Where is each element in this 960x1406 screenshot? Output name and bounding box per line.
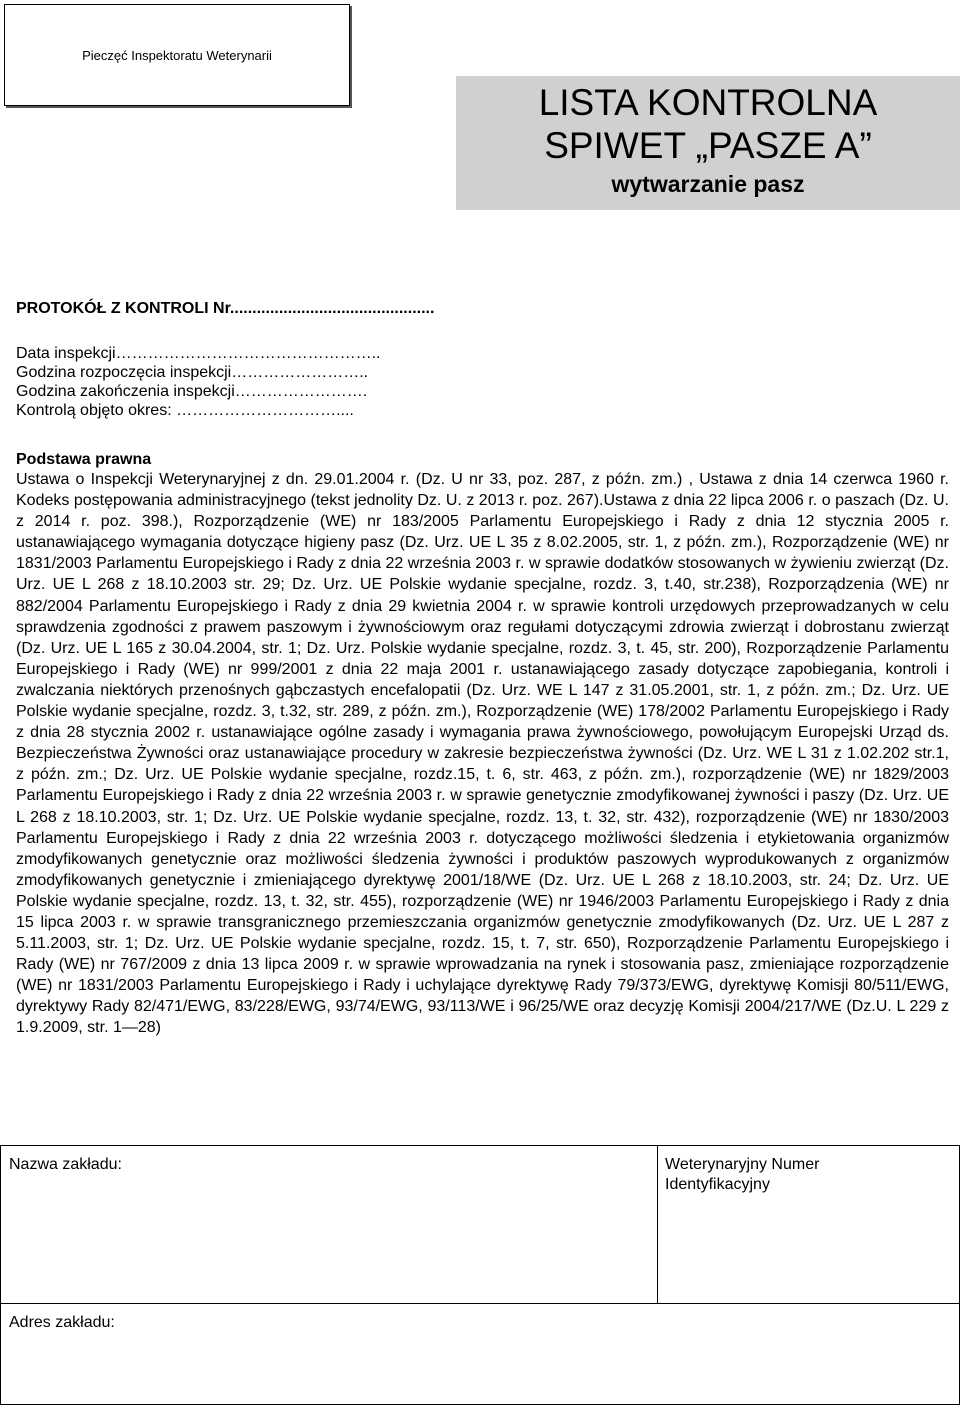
inspection-end-time: Godzina zakończenia inspekcji…………………….: [16, 383, 368, 400]
inspection-start-time: Godzina rozpoczęcia inspekcji……………………..: [16, 364, 369, 381]
establishment-address-cell[interactable]: [1, 1304, 959, 1404]
title-line-1: LISTA KONTROLNA: [538, 82, 878, 123]
legal-basis-heading: Podstawa prawna: [16, 451, 152, 468]
title-banner: [456, 76, 960, 210]
vet-id-number-cell[interactable]: [658, 1146, 959, 1304]
inspection-date: Data inspekcji…………………………………………..: [16, 345, 381, 362]
vet-id-label-line-1: Weterynaryjny Numer: [665, 1156, 820, 1173]
inspection-period: Kontrolą objęto okres: …………………………....: [16, 402, 354, 419]
legal-basis-text: Ustawa o Inspekcji Weterynaryjnej z dn. 29.01.2004 r. (Dz. U nr 33, poz. 287, z późn. zm.) , Ustawa z dnia 14 czerwca 1960 r. Kodeks postępowania administracyjnego (tekst jednolity Dz. U. z 2013 r. poz. 267).Ustawa z dnia 22 lipca 2006 r. o paszach (Dz. U. z 2014 r. poz. 398.), Rozporządzenie (WE) nr 183/2005 Parlamentu Europejskiego i Rady z dnia 12 stycznia 2005 r. ustanawiającego wymagania dotyczące higieny pasz (Dz. Urz. UE L 35 z 8.02.2005, str. 1, z późn. zm.), Rozporządzenie (WE) nr 1831/2003 Parlamentu Europejskiego i Rady z dnia 22 września 2003 r. w sprawie dodatków stosowanych w żywieniu zwierząt (Dz. Urz. UE L 268 z 18.10.2003 str. 29; Dz. Urz. UE Polskie wydanie specjalne, rozdz. 3, t.40, str.238), Rozporządzenia (WE) nr 882/2004 Parlamentu Europejskiego i Rady z dnia 29 kwietnia 2004 r. w sprawie kontroli urzędowych przeprowadzanych w celu sprawdzenia zgodności z prawem paszowym i żywnościowym oraz regułami dotyczącymi zdrowia zwierząt i dobrostanu zwierząt (Dz. Urz. UE L 165 z 30.04.2004, str. 1; Dz. Urz. Polskie wydanie specjalne, rozdz. 3, t. 45, str. 200), Rozporządzenie Parlamentu Europejskiego i Rady (WE) nr 999/2001 z dnia 22 maja 2001 r. ustanawiającego zasady dotyczące zapobiegania, kontroli i zwalczania niektórych przenośnych gąbczastych encefalopatii (Dz. Urz. WE L 147 z 31.05.2001, str. 1, z późn. zm.; Dz. Urz. UE Polskie wydanie specjalne, rozdz. 3, t.32, str. 289, z późn. zm.), Rozporządzenie (WE) 178/2002 Parlamentu Europejskiego i Rady z dnia 28 stycznia 2002 r. ustanawiające ogólne zasady i wymagania prawa żywnościowego, powołującym Europejski Urząd ds. Bezpieczeństwa Żywności oraz ustanawiające procedury w zakresie bezpieczeństwa żywności (Dz. Urz. WE L 31 z 1.02.202 str.1, z późn. zm.; Dz. Urz. UE Polskie wydanie specjalne, rozdz.15, t. 6, str. 463, z późn. zm.), rozporządzenie (WE) nr 1829/2003 Parlamentu Europejskiego i Rady z dnia 22 września 2003 r. w sprawie genetycznie zmodyfikowanej żywności i paszy (Dz. Urz. UE L 268 z 18.10.2003, str. 1; Dz. Urz. UE Polskie wydanie specjalne, rozdz. 13, t. 32, str. 432), rozporządzenie (WE) nr 1830/2003 Parlamentu Europejskiego i Rady z dnia 22 września 2003 r. dotyczącego możliwości śledzenia i etykietowania organizmów zmodyfikowanych genetycznie oraz możliwości śledzenia żywności i produktów paszowych wyprodukowanych z organizmów zmodyfikowanych genetycznie i zmieniającego dyrektywę 2001/18/WE (Dz. Urz. UE L 268 z 18.10.2003, str. 24; Dz. Urz. UE Polskie wydanie specjalne, rozdz. 13, t. 32, str. 455), rozporządzenie (WE) nr 1946/2003 Parlamentu Europejskiego i Rady z dnia 15 lipca 2003 r. w sprawie transgranicznego przemieszczania organizmów genetycznie zmodyfikowanych (Dz. Urz. UE L 287 z 5.11.2003, str. 1; Dz. Urz. UE Polskie wydanie specjalne, rozdz. 15, t. 7, str. 650), Rozporządzenie Parlamentu Europejskiego i Rady (WE) nr 767/2009 z dnia 13 lipca 2009 r. w sprawie wprowadzania na rynek i stosowania pasz, zmieniające rozporządzenie (WE) nr 1831/2003 Parlamentu Europejskiego i Rady i uchylające dyrektywę Rady 79/373/EWG, dyrektywę Komisji 80/511/EWG, dyrektywy Rady 82/471/EWG, 83/228/EWG, 93/74/EWG, 93/113/WE i 96/25/WE oraz decyzję Komisji 2004/217/WE (Dz.U. L 229 z 1.9.2009, str. 1—28): [16, 471, 949, 1037]
inspection-info: [16, 344, 381, 420]
title-line-2: SPIWET „PASZE A”: [544, 125, 872, 166]
establishment-name-cell[interactable]: [1, 1146, 658, 1304]
title-subtitle: wytwarzanie pasz: [611, 171, 805, 197]
inspectorate-stamp-box: [4, 4, 350, 106]
stamp-label: Pieczęć Inspektoratu Weterynarii: [82, 47, 272, 63]
establishment-form: [0, 1145, 960, 1405]
establishment-name-label: Nazwa zakładu:: [9, 1156, 122, 1173]
vet-id-number-label: [665, 1155, 819, 1195]
establishment-address-label: Adres zakładu:: [9, 1314, 115, 1331]
vet-id-label-line-2: Identyfikacyjny: [665, 1176, 770, 1193]
protocol-number: PROTOKÓŁ Z KONTROLI Nr..............................................: [16, 300, 435, 317]
